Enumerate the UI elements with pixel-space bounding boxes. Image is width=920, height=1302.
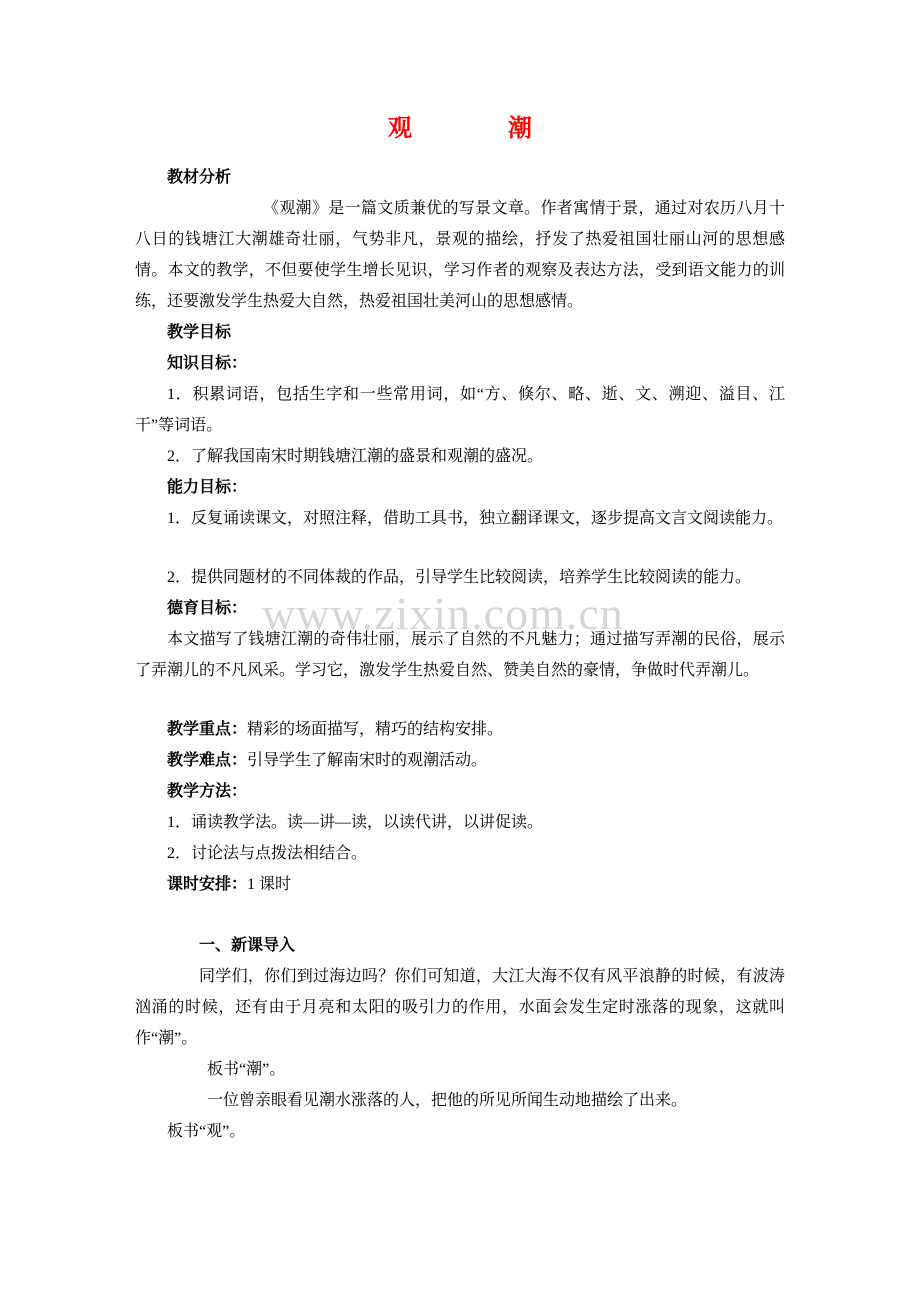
teaching-method-item-2: 2．讨论法与点拨法相结合。 bbox=[167, 845, 368, 862]
heading-ability-objectives: 能力目标： bbox=[167, 479, 248, 496]
blank-line bbox=[135, 534, 785, 562]
knowledge-objective-item-2: 2．了解我国南宋时期钱塘江潮的盛景和观潮的盛况。 bbox=[167, 448, 544, 465]
heading-knowledge-objectives: 知识目标： bbox=[167, 355, 248, 372]
blank-line bbox=[135, 900, 785, 930]
text-teaching-focus: 精彩的场面描写，精巧的结构安排。 bbox=[247, 721, 504, 738]
heading-lesson-intro: 一、新课导入 bbox=[199, 937, 296, 954]
paragraph-material-analysis: 《观潮》是一篇文质兼优的写景文章。作者寓情于景，通过对农历八月十八日的钱塘江大潮雄奇壮丽，气势非凡，景观的描绘，抒发了热爱祖国壮丽山河的思想感情。本文的教学，不但要使学生增长见识，学习作者的观察及表达方法，受到语文能力的训练，还要激发学生热爱大自然，热爱祖国壮美河山的思想感情。 bbox=[135, 200, 785, 310]
text-class-schedule: 1 课时 bbox=[247, 876, 292, 893]
lesson-intro-paragraph-3: 一位曾亲眼看见潮水涨落的人，把他的所见所闻生动地描绘了出来。 bbox=[207, 1092, 688, 1109]
heading-teaching-method: 教学方法： bbox=[167, 783, 248, 800]
ability-objective-item-1: 1．反复诵读课文，对照注释，借助工具书，独立翻译课文，逐步提高文言文阅读能力。 bbox=[167, 510, 784, 527]
lesson-intro-paragraph-2: 板书“潮”。 bbox=[207, 1061, 286, 1078]
paragraph-moral-objectives: 本文描写了钱塘江潮的奇伟壮丽，展示了自然的不凡魅力；通过描写弄潮的民俗，展示了弄潮儿的不凡风采。学习它，激发学生热爱自然、赞美自然的豪情，争做时代弄潮儿。 bbox=[135, 631, 785, 679]
heading-material-analysis: 教材分析 bbox=[167, 169, 232, 186]
heading-teaching-objectives: 教学目标 bbox=[167, 324, 232, 341]
lesson-intro-paragraph-1: 同学们，你们到过海边吗？你们可知道，大江大海不仅有风平浪静的时候，有波涛汹涌的时候，还有由于月亮和太阳的吸引力的作用，水面会发生定时涨落的现象，这就叫作“潮”。 bbox=[135, 968, 785, 1047]
blank-line bbox=[135, 686, 785, 714]
document-title: 观 潮 bbox=[388, 116, 532, 142]
heading-moral-objectives: 德育目标： bbox=[167, 600, 248, 617]
knowledge-objective-item-1: 1．积累词语，包括生字和一些常用词，如“方、倏尔、略、逝、文、溯迎、溢目、江干”等词语。 bbox=[135, 386, 785, 434]
paragraph-teaching-difficulty bbox=[135, 745, 785, 776]
paragraph-class-schedule bbox=[135, 869, 785, 900]
watermark-text: www.zixin.com.cn bbox=[262, 588, 624, 639]
label-teaching-focus: 教学重点： bbox=[167, 721, 248, 738]
lesson-intro-paragraph-4: 板书“观”。 bbox=[167, 1123, 246, 1140]
label-teaching-difficulty: 教学难点： bbox=[167, 752, 248, 769]
paragraph-teaching-focus bbox=[135, 714, 785, 745]
teaching-method-item-1: 1．诵读教学法。读—讲—读，以读代讲，以讲促读。 bbox=[167, 814, 544, 831]
text-teaching-difficulty: 引导学生了解南宋时的观潮活动。 bbox=[247, 752, 488, 769]
label-class-schedule: 课时安排： bbox=[167, 876, 248, 893]
ability-objective-item-2: 2．提供同题材的不同体裁的作品，引导学生比较阅读，培养学生比较阅读的能力。 bbox=[167, 569, 752, 586]
